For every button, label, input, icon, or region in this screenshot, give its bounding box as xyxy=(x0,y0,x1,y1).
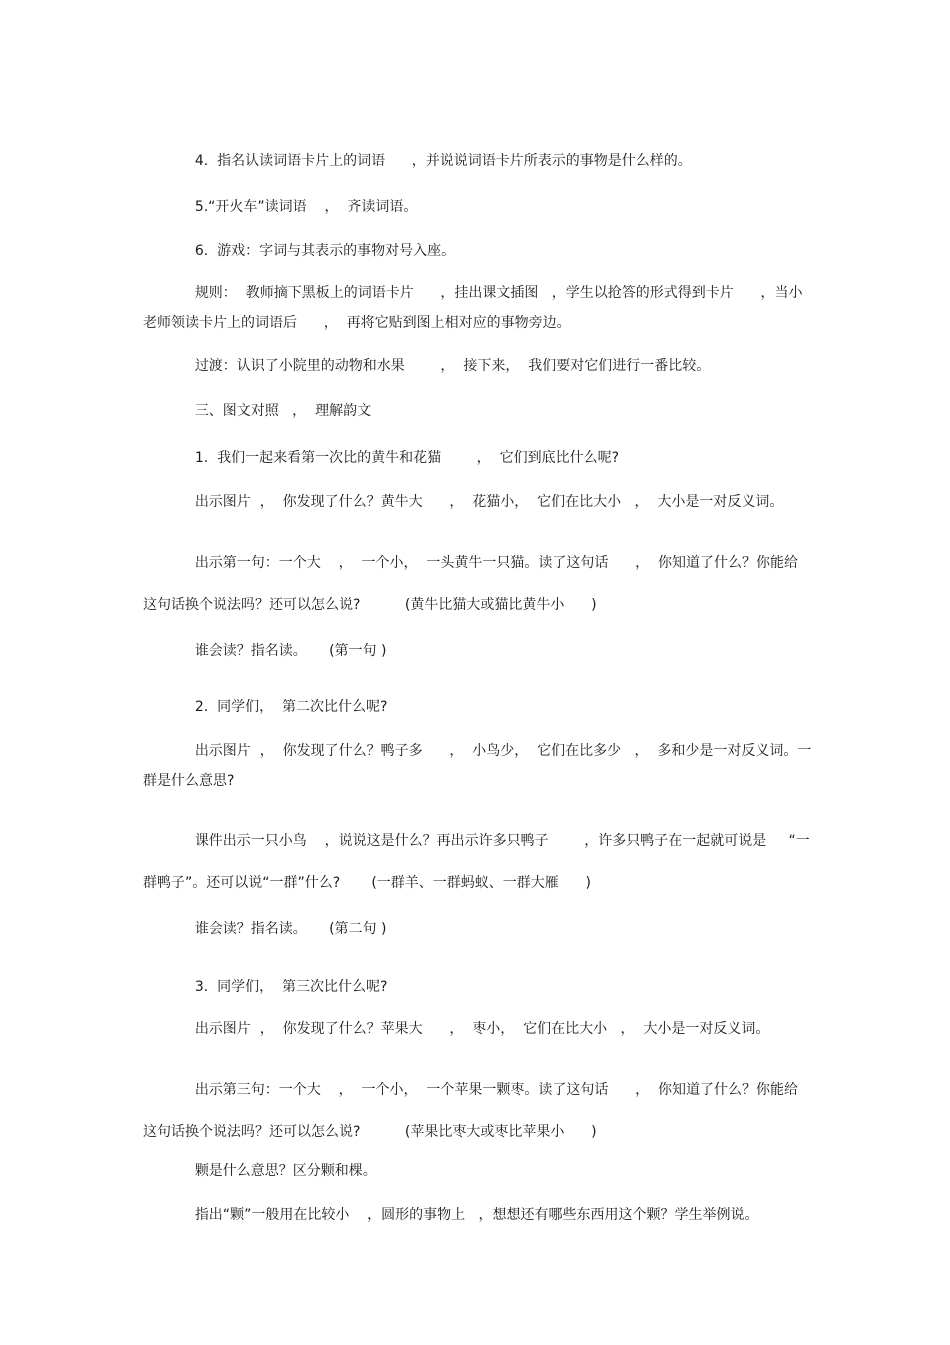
paragraph-line: 6. 游戏：字词与其表示的事物对号入座。 xyxy=(194,243,456,259)
paragraph-line: 群是什么意思? xyxy=(143,773,235,789)
paragraph-line: 5.“开火车”读词语 ， 齐读词语。 xyxy=(194,199,418,215)
paragraph-line: 3. 同学们， 第三次比什么呢? xyxy=(194,979,388,995)
paragraph-line: 颗是什么意思？区分颗和棵。 xyxy=(194,1163,377,1179)
paragraph-line: 出示图片 ， 你发现了什么？鸭子多 ， 小鸟少， 它们在比多少 ， 多和少是一对反义词。一 xyxy=(194,743,812,759)
paragraph-line: 谁会读？指名读。 (第二句 ) xyxy=(194,921,387,937)
paragraph-line: 课件出示一只小鸟 ，说说这是什么？再出示许多只鸭子 ，许多只鸭子在一起就可说是 “一 xyxy=(194,833,810,849)
paragraph-line: 这句话换个说法吗？还可以怎么说? (黄牛比猫大或猫比黄牛小 ) xyxy=(143,597,597,613)
paragraph-line: 1. 我们一起来看第一次比的黄牛和花猫 ， 它们到底比什么呢? xyxy=(194,450,620,466)
paragraph-ke-usage xyxy=(143,1170,808,1260)
paragraph-line: 三、图文对照 ， 理解韵文 xyxy=(194,403,372,419)
paragraph-line: 出示第一句：一个大 ， 一个小， 一头黄牛一只猫。读了这句话 ， 你知道了什么？你能给 xyxy=(194,555,799,571)
paragraph-line: 谁会读？指名读。 (第一句 ) xyxy=(194,643,387,659)
paragraph-line: 出示第三句：一个大 ， 一个小， 一个苹果一颗枣。读了这句话 ， 你知道了什么？你能给 xyxy=(194,1082,799,1098)
paragraph-line: 4. 指名认读词语卡片上的词语 ，并说说词语卡片所表示的事物是什么样的。 xyxy=(194,153,692,169)
paragraph-line: 过渡：认识了小院里的动物和水果 ， 接下来， 我们要对它们进行一番比较。 xyxy=(194,358,711,374)
paragraph-line: 规则： 教师摘下黑板上的词语卡片 ，挂出课文插图 ，学生以抢答的形式得到卡片 ，当小 xyxy=(194,285,803,301)
paragraph-line: 2. 同学们， 第二次比什么呢? xyxy=(194,699,388,715)
paragraph-line: 老师领读卡片上的词语后 ， 再将它贴到图上相对应的事物旁边。 xyxy=(143,315,571,331)
paragraph-line: 出示图片 ， 你发现了什么？苹果大 ， 枣小， 它们在比大小 ， 大小是一对反义词。 xyxy=(194,1021,770,1037)
paragraph-line: 出示图片 ， 你发现了什么？黄牛大 ， 花猫小， 它们在比大小 ， 大小是一对反义词。 xyxy=(194,494,784,510)
paragraph-line: 指出“颗”一般用在比较小 ，圆形的事物上 ，想想还有哪些东西用这个颗？学生举例说。 xyxy=(194,1207,759,1223)
paragraph-line: 群鸭子”。还可以说“一群”什么? (一群羊、一群蚂蚁、一群大雁 ) xyxy=(143,875,591,891)
paragraph-line: 这句话换个说法吗？还可以怎么说? (苹果比枣大或枣比苹果小 ) xyxy=(143,1124,597,1140)
